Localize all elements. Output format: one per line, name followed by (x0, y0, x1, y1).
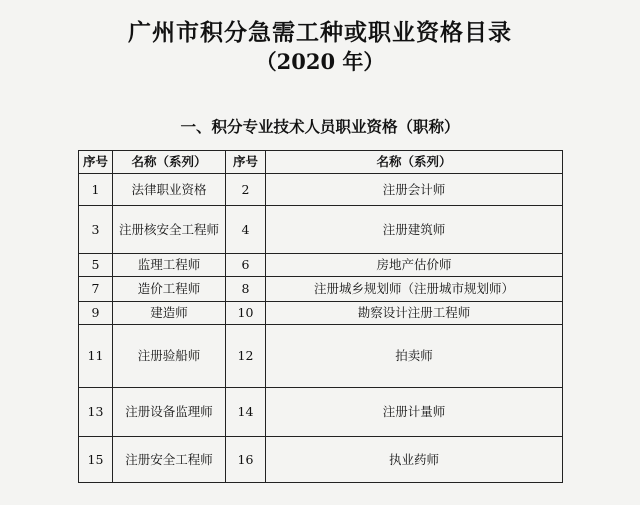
name-cell: 注册核安全工程师 (113, 206, 226, 254)
qualification-table (78, 150, 563, 483)
name-cell: 拍卖师 (266, 325, 563, 388)
name-cell: 注册设备监理师 (113, 388, 226, 437)
name-cell: 注册会计师 (266, 174, 563, 206)
table-row (79, 325, 563, 388)
name-cell: 执业药师 (266, 437, 563, 483)
table-row (79, 388, 563, 437)
document-title: 广州市积分急需工种或职业资格目录 (128, 19, 512, 46)
header-serial-1: 序号 (79, 151, 113, 174)
table-row (79, 277, 563, 302)
document-subtitle: （2020 年） (255, 49, 385, 74)
table-header-row (79, 151, 563, 174)
name-cell: 注册建筑师 (266, 206, 563, 254)
serial-cell: 13 (79, 388, 113, 437)
name-cell: 注册验船师 (113, 325, 226, 388)
serial-cell: 10 (226, 302, 266, 325)
serial-cell: 11 (79, 325, 113, 388)
serial-cell: 14 (226, 388, 266, 437)
name-cell: 注册安全工程师 (113, 437, 226, 483)
name-cell: 房地产估价师 (266, 254, 563, 277)
serial-cell: 16 (226, 437, 266, 483)
serial-cell: 6 (226, 254, 266, 277)
header-serial-2: 序号 (226, 151, 266, 174)
serial-cell: 12 (226, 325, 266, 388)
serial-cell: 2 (226, 174, 266, 206)
name-cell: 造价工程师 (113, 277, 226, 302)
table-row (79, 437, 563, 483)
name-cell: 建造师 (113, 302, 226, 325)
serial-cell: 5 (79, 254, 113, 277)
section-heading: 一、积分专业技术人员职业资格（职称） (180, 117, 460, 136)
header-name-1: 名称（系列） (113, 151, 226, 174)
name-cell: 法律职业资格 (113, 174, 226, 206)
serial-cell: 3 (79, 206, 113, 254)
serial-cell: 8 (226, 277, 266, 302)
name-cell: 勘察设计注册工程师 (266, 302, 563, 325)
serial-cell: 7 (79, 277, 113, 302)
table-row (79, 206, 563, 254)
name-cell: 注册城乡规划师（注册城市规划师） (266, 277, 563, 302)
serial-cell: 1 (79, 174, 113, 206)
table-row (79, 174, 563, 206)
name-cell: 注册计量师 (266, 388, 563, 437)
table-row (79, 254, 563, 277)
name-cell: 监理工程师 (113, 254, 226, 277)
serial-cell: 9 (79, 302, 113, 325)
header-name-2: 名称（系列） (266, 151, 563, 174)
serial-cell: 15 (79, 437, 113, 483)
serial-cell: 4 (226, 206, 266, 254)
table-row (79, 302, 563, 325)
